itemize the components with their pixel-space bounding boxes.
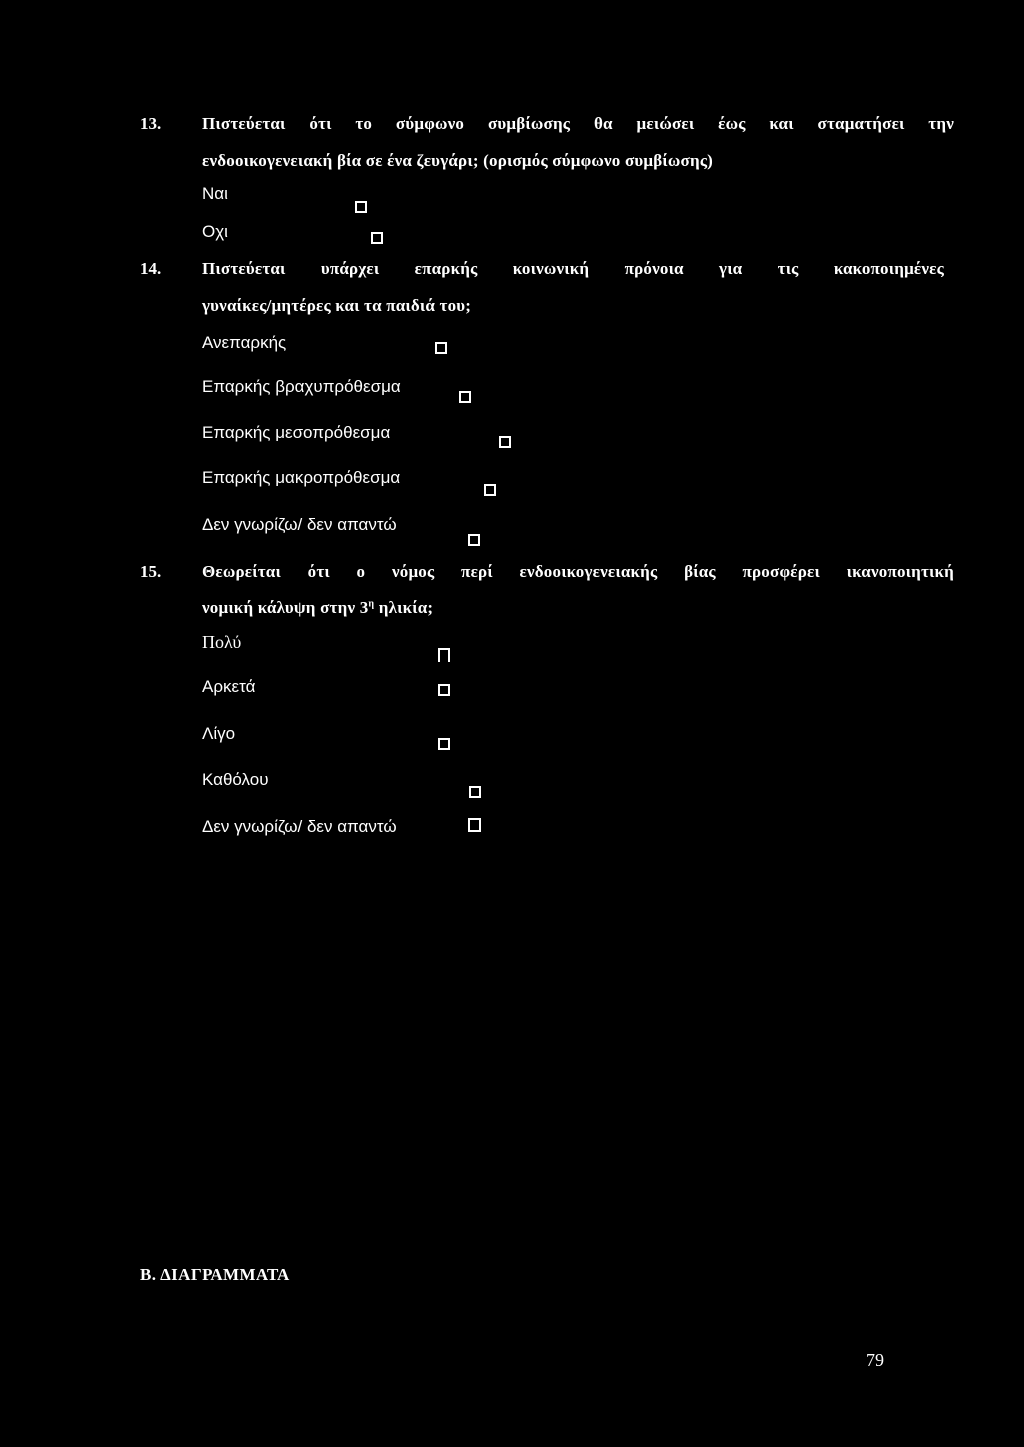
q14-option-mid-term-label: Επαρκής μεσοπρόθεσμα [202,423,391,442]
q15-option-enough-label: Αρκετά [202,677,256,696]
q15-option-none-label: Καθόλου [202,770,269,789]
q13-option-yes-label: Ναι [202,184,228,203]
q15-text-line2-end: ηλικία; [374,598,434,617]
section-heading: Β. ΔΙΑΓΡΑΜΜΑΤΑ [140,1265,290,1284]
q14-option-long-term-label: Επαρκής μακροπρόθεσμα [202,468,401,487]
q15-option-little-label: Λίγο [202,724,236,743]
q13-option-yes-checkbox[interactable] [355,201,367,213]
q13-option-no-checkbox[interactable] [371,232,383,244]
q14-text-line2: γυναίκες/μητέρες και τα παιδιά του; [202,296,472,315]
q15-option-much-label: Πολύ [202,632,242,652]
q15-option-much-checkbox[interactable] [438,648,450,662]
q14-option-short-term-label: Επαρκής βραχυπρόθεσμα [202,377,401,396]
q13-number: 13. [140,114,162,133]
q15-text-line2-main: νομική κάλυψη στην 3 [202,598,369,617]
q15-option-dont-know-checkbox[interactable] [468,818,481,832]
q14-number: 14. [140,259,162,278]
q15-option-enough-checkbox[interactable] [438,684,450,696]
q14-option-inadequate-label: Ανεπαρκής [202,333,287,352]
q14-option-short-term-checkbox[interactable] [459,391,471,403]
q14-option-dont-know-checkbox[interactable] [468,534,480,546]
q14-option-inadequate-checkbox[interactable] [435,342,447,354]
q14-text-line1: Πιστεύεται υπάρχει επαρκής κοινωνική πρόνοια για τις κακοποιημένες [202,259,944,278]
q14-option-dont-know-label: Δεν γνωρίζω/ δεν απαντώ [202,515,397,534]
q13-option-no-label: Οχι [202,222,228,241]
q14-option-long-term-checkbox[interactable] [484,484,496,496]
q13-text-line1: Πιστεύεται ότι το σύμφωνο συμβίωσης θα μειώσει έως και σταματήσει την [202,114,954,133]
q15-text-line1: Θεωρείται ότι ο νόμος περί ενδοοικογενειακής βίας προσφέρει ικανοποιητική [202,562,954,581]
q15-number: 15. [140,562,162,581]
q15-option-dont-know-label: Δεν γνωρίζω/ δεν απαντώ [202,817,397,836]
q15-text-line2 [202,598,433,618]
q15-text-line2-superscript: η [368,598,375,610]
q13-text-line2: ενδοοικογενειακή βία σε ένα ζευγάρι; (ορισμός σύμφωνο συμβίωσης) [202,151,714,170]
q15-option-little-checkbox[interactable] [438,738,450,750]
page-number: 79 [866,1350,884,1370]
q14-option-mid-term-checkbox[interactable] [499,436,511,448]
q15-option-none-checkbox[interactable] [469,786,481,798]
